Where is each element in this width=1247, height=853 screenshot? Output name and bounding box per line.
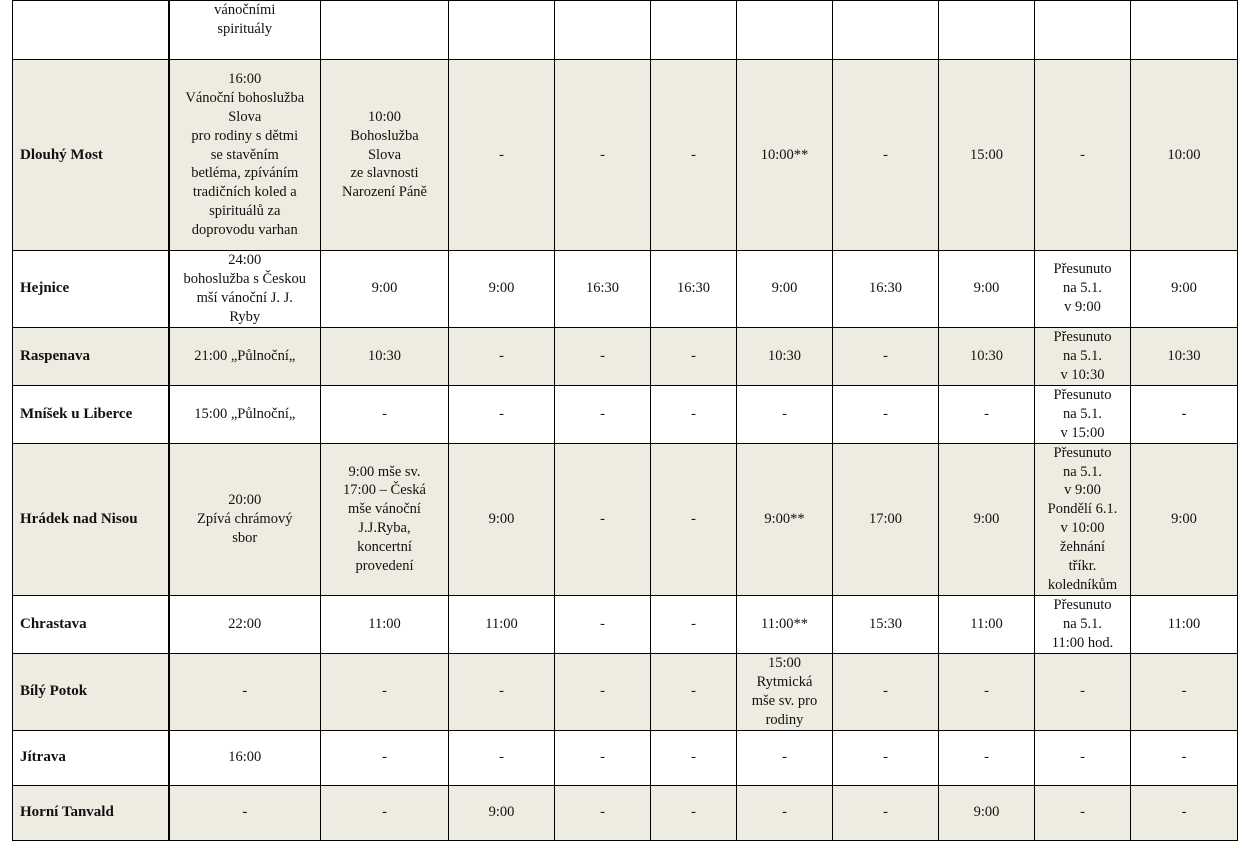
schedule-cell <box>651 1 737 60</box>
schedule-cell: 10:00 Bohoslužba Slova ze slavnosti Narození Páně <box>321 60 449 251</box>
schedule-cell: - <box>169 785 321 840</box>
schedule-cell: 24:00 bohoslužba s Českou mší vánoční J. J. Ryby <box>169 251 321 328</box>
schedule-cell: - <box>1035 60 1131 251</box>
schedule-cell: - <box>833 730 939 785</box>
schedule-cell: - <box>321 653 449 730</box>
schedule-cell: 9:00 <box>1131 251 1238 328</box>
schedule-cell: - <box>833 785 939 840</box>
schedule-cell: 17:00 <box>833 443 939 595</box>
schedule-cell <box>833 1 939 60</box>
schedule-cell: - <box>651 443 737 595</box>
schedule-cell: - <box>651 327 737 385</box>
schedule-cell: 16:00 Vánoční bohoslužba Slova pro rodiny s dětmi se stavěním betléma, zpíváním tradičních koled a spirituálů za doprovodu varhan <box>169 60 321 251</box>
schedule-cell: - <box>449 327 555 385</box>
schedule-row <box>13 251 1238 328</box>
schedule-cell: - <box>555 730 651 785</box>
schedule-row <box>13 385 1238 443</box>
mass-schedule-table <box>12 0 1238 841</box>
schedule-cell: - <box>651 730 737 785</box>
schedule-cell: - <box>449 60 555 251</box>
schedule-cell: 15:00 „Půlnoční„ <box>169 385 321 443</box>
schedule-row <box>13 595 1238 653</box>
schedule-cell: - <box>1035 653 1131 730</box>
schedule-cell: - <box>555 327 651 385</box>
schedule-cell: - <box>737 385 833 443</box>
schedule-cell: - <box>555 385 651 443</box>
place-name-cell: Raspenava <box>13 327 169 385</box>
schedule-cell: 15:00 <box>939 60 1035 251</box>
schedule-cell: 16:00 <box>169 730 321 785</box>
schedule-cell: Přesunuto na 5.1. v 9:00 <box>1035 251 1131 328</box>
schedule-cell: - <box>1035 730 1131 785</box>
schedule-cell: 21:00 „Půlnoční„ <box>169 327 321 385</box>
schedule-cell: - <box>833 327 939 385</box>
schedule-cell: - <box>555 443 651 595</box>
schedule-cell: - <box>449 730 555 785</box>
schedule-cell: - <box>833 60 939 251</box>
schedule-cell: - <box>449 385 555 443</box>
schedule-row <box>13 327 1238 385</box>
schedule-cell: Přesunuto na 5.1. v 10:30 <box>1035 327 1131 385</box>
schedule-cell <box>1035 1 1131 60</box>
schedule-cell: 10:30 <box>939 327 1035 385</box>
schedule-cell: - <box>1131 385 1238 443</box>
schedule-cell: Přesunuto na 5.1. v 15:00 <box>1035 385 1131 443</box>
schedule-cell: - <box>555 653 651 730</box>
place-name-cell: Mníšek u Liberce <box>13 385 169 443</box>
place-name-cell: Jítrava <box>13 730 169 785</box>
schedule-cell <box>449 1 555 60</box>
schedule-cell: 11:00 <box>939 595 1035 653</box>
schedule-cell: 16:30 <box>833 251 939 328</box>
schedule-cell: 11:00 <box>1131 595 1238 653</box>
schedule-cell: - <box>449 653 555 730</box>
schedule-cell <box>1131 1 1238 60</box>
schedule-cell <box>737 1 833 60</box>
schedule-cell: 15:00 Rytmická mše sv. pro rodiny <box>737 653 833 730</box>
schedule-cell: 10:30 <box>1131 327 1238 385</box>
schedule-cell: - <box>651 785 737 840</box>
schedule-cell: 11:00 <box>449 595 555 653</box>
schedule-cell: - <box>651 595 737 653</box>
schedule-cell: 9:00 <box>1131 443 1238 595</box>
schedule-cell: - <box>737 785 833 840</box>
place-name-cell: Horní Tanvald <box>13 785 169 840</box>
place-name-cell: Chrastava <box>13 595 169 653</box>
schedule-cell: 22:00 <box>169 595 321 653</box>
place-name-cell: Hrádek nad Nisou <box>13 443 169 595</box>
schedule-cell: 9:00 mše sv. 17:00 – Česká mše vánoční J.J.Ryba, koncertní provedení <box>321 443 449 595</box>
schedule-cell: 9:00** <box>737 443 833 595</box>
schedule-cell <box>555 1 651 60</box>
schedule-cell: - <box>939 730 1035 785</box>
schedule-cell: 11:00** <box>737 595 833 653</box>
schedule-cell: - <box>939 653 1035 730</box>
schedule-row <box>13 785 1238 840</box>
schedule-cell: - <box>169 653 321 730</box>
schedule-cell: - <box>1035 785 1131 840</box>
schedule-cell: 15:30 <box>833 595 939 653</box>
schedule-cell: 10:00** <box>737 60 833 251</box>
schedule-cell: - <box>833 385 939 443</box>
place-name-cell: Bílý Potok <box>13 653 169 730</box>
schedule-cell: 20:00 Zpívá chrámový sbor <box>169 443 321 595</box>
schedule-cell: - <box>321 730 449 785</box>
schedule-cell: - <box>1131 785 1238 840</box>
schedule-row <box>13 443 1238 595</box>
schedule-cell: 9:00 <box>449 443 555 595</box>
schedule-cell: 9:00 <box>939 443 1035 595</box>
schedule-cell: 16:30 <box>555 251 651 328</box>
schedule-cell: - <box>833 653 939 730</box>
place-name-cell: Dlouhý Most <box>13 60 169 251</box>
schedule-cell: 9:00 <box>449 785 555 840</box>
schedule-cell: 9:00 <box>321 251 449 328</box>
schedule-cell: 10:30 <box>321 327 449 385</box>
schedule-row <box>13 60 1238 251</box>
schedule-cell: 9:00 <box>449 251 555 328</box>
schedule-cell: - <box>737 730 833 785</box>
schedule-cell: 10:00 <box>1131 60 1238 251</box>
schedule-cell <box>939 1 1035 60</box>
schedule-cell: 16:30 <box>651 251 737 328</box>
schedule-row <box>13 1 1238 60</box>
schedule-cell: 9:00 <box>939 785 1035 840</box>
schedule-cell <box>321 1 449 60</box>
schedule-cell: 11:00 <box>321 595 449 653</box>
schedule-cell: - <box>555 595 651 653</box>
schedule-cell: - <box>321 785 449 840</box>
schedule-cell: 10:30 <box>737 327 833 385</box>
schedule-cell: 9:00 <box>939 251 1035 328</box>
schedule-cell: - <box>321 385 449 443</box>
schedule-cell: Přesunuto na 5.1. 11:00 hod. <box>1035 595 1131 653</box>
schedule-cell: - <box>939 385 1035 443</box>
schedule-row <box>13 730 1238 785</box>
place-name-cell: Hejnice <box>13 251 169 328</box>
schedule-cell: - <box>1131 653 1238 730</box>
schedule-cell: - <box>651 653 737 730</box>
place-name-cell <box>13 1 169 60</box>
schedule-cell: - <box>555 60 651 251</box>
schedule-cell: - <box>1131 730 1238 785</box>
schedule-cell: 9:00 <box>737 251 833 328</box>
schedule-cell: - <box>651 60 737 251</box>
schedule-cell: Přesunuto na 5.1. v 9:00 Pondělí 6.1. v 10:00 žehnání tříkr. koledníkům <box>1035 443 1131 595</box>
schedule-cell: vánočními spirituály <box>169 1 321 60</box>
schedule-cell: - <box>651 385 737 443</box>
schedule-cell: - <box>555 785 651 840</box>
schedule-row <box>13 653 1238 730</box>
